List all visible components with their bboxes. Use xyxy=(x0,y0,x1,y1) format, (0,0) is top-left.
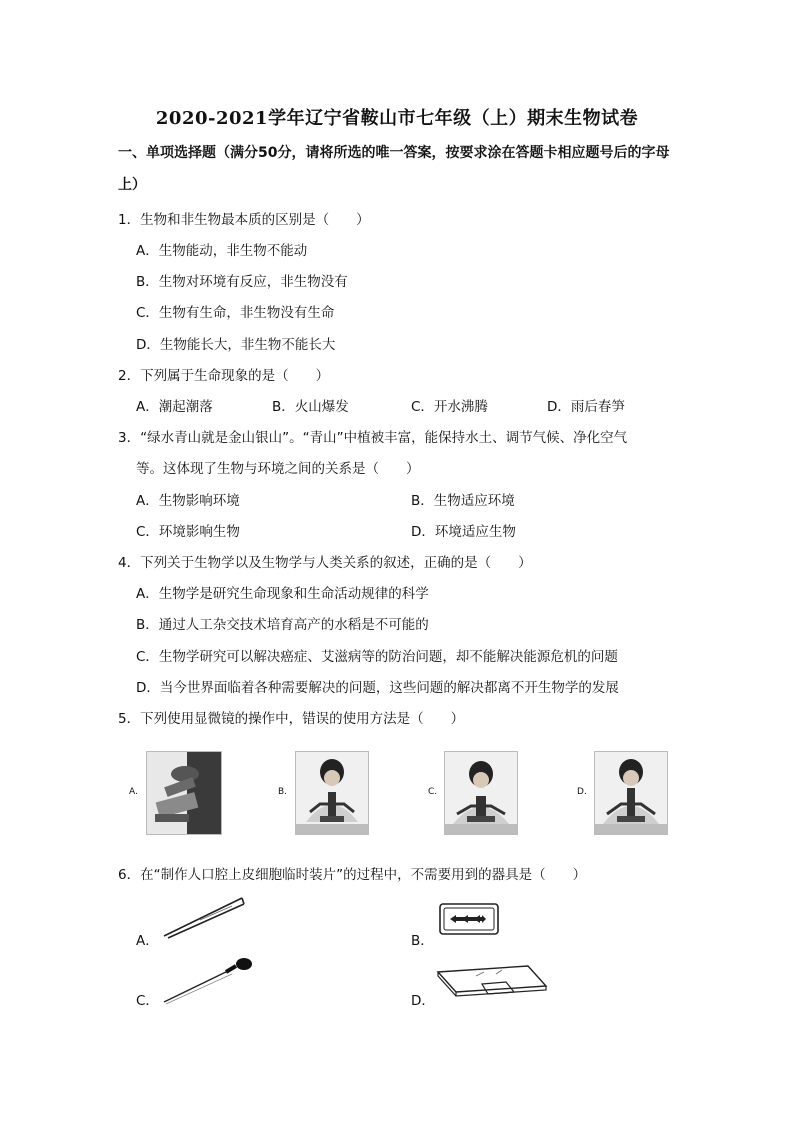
question-4-stem: 4．下列关于生物学以及生物学与人类关系的叙述，正确的是（ ） xyxy=(118,555,532,571)
question-6-option-d: D． xyxy=(411,993,435,1009)
question-1-option-d: D．生物能长大，非生物不能长大 xyxy=(136,337,336,353)
question-4-option-c: C．生物学研究可以解决癌症、艾滋病等的防治问题，却不能解决能源危机的问题 xyxy=(136,649,618,665)
razor-blade-icon xyxy=(438,900,500,942)
question-3-option-d: D．环境适应生物 xyxy=(411,524,516,540)
question-4-option-b: B．通过人工杂交技术培育高产的水稻是不可能的 xyxy=(136,617,429,633)
question-5-stem: 5．下列使用显微镜的操作中，错误的使用方法是（ ） xyxy=(118,711,465,727)
dropper-icon xyxy=(162,956,254,1010)
microscope-photo-b xyxy=(295,751,369,835)
question-2-stem: 2．下列属于生命现象的是（ ） xyxy=(118,368,330,384)
question-5-label-c: C. xyxy=(428,787,438,797)
question-5-label-a: A. xyxy=(129,787,138,797)
question-4-option-d: D．当今世界面临着各种需要解决的问题，这些问题的解决都离不开生物学的发展 xyxy=(136,680,619,696)
question-2-option-c: C．开水沸腾 xyxy=(411,399,488,415)
page-title: 2020-2021学年辽宁省鞍山市七年级（上）期末生物试卷 xyxy=(155,108,639,129)
question-3-option-c: C．环境影响生物 xyxy=(136,524,240,540)
tweezers-icon xyxy=(160,892,246,946)
question-2-option-b: B．火山爆发 xyxy=(272,399,349,415)
question-1-option-c: C．生物有生命，非生物没有生命 xyxy=(136,305,335,321)
question-2-option-d: D．雨后春笋 xyxy=(547,399,625,415)
microscope-photo-d xyxy=(594,751,668,835)
section-heading-line2: 上） xyxy=(118,177,146,193)
question-6-option-c: C． xyxy=(136,993,159,1009)
question-3-stem-line1: 3．“绿水青山就是金山银山”。“青山”中植被丰富，能保持水土、调节气候、净化空气 xyxy=(118,430,628,446)
question-6-option-b: B． xyxy=(411,933,434,949)
question-5-label-b: B. xyxy=(278,787,288,797)
microscope-photo-c xyxy=(444,751,518,835)
question-1-stem: 1．生物和非生物最本质的区别是（ ） xyxy=(118,212,370,228)
question-2-option-a: A．潮起潮落 xyxy=(136,399,213,415)
question-1-option-b: B．生物对环境有反应，非生物没有 xyxy=(136,274,348,290)
question-1-option-a: A．生物能动，非生物不能动 xyxy=(136,243,308,259)
section-heading-line1: 一、单项选择题（满分50分，请将所选的唯一答案，按要求涂在答题卡相应题号后的字母 xyxy=(118,145,670,161)
question-6-stem: 6．在“制作人口腔上皮细胞临时装片”的过程中，不需要用到的器具是（ ） xyxy=(118,867,587,883)
question-3-option-b: B．生物适应环境 xyxy=(411,493,515,509)
question-5-label-d: D. xyxy=(577,787,587,797)
question-6-option-a: A． xyxy=(136,933,159,949)
question-3-option-a: A．生物影响环境 xyxy=(136,493,240,509)
question-4-option-a: A．生物学是研究生命现象和生命活动规律的科学 xyxy=(136,586,429,602)
microscope-photo-a xyxy=(146,751,222,835)
glass-slide-and-coverslip-icon xyxy=(436,962,548,1008)
question-3-stem-line2: 等。这体现了生物与环境之间的关系是（ ） xyxy=(136,461,420,477)
